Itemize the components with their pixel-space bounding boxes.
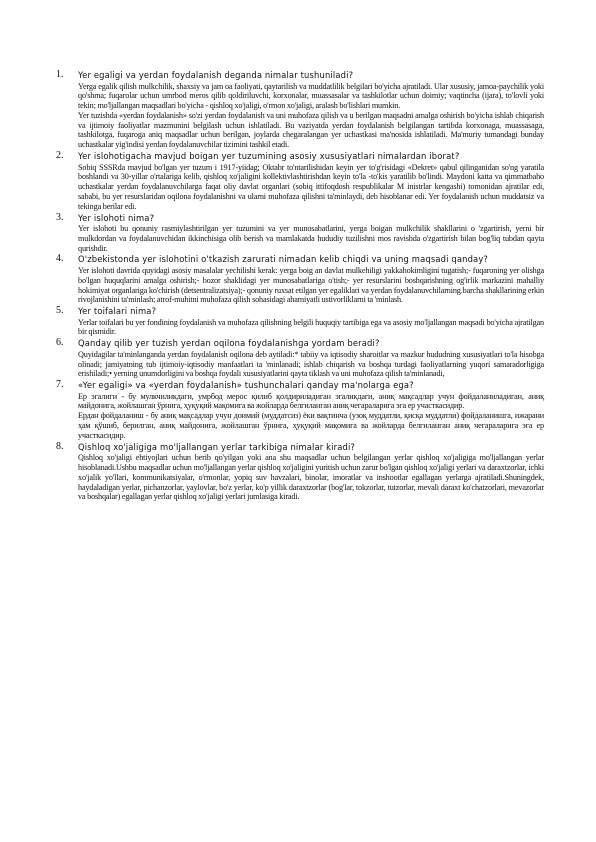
qa-item-3 <box>56 212 544 254</box>
answer-paragraph: Yer islohoti bu qonuniy rasmiylashtirilgan yer tuzumini va yer munosabatlarini, yerga boigan mulkchilik shakllarini o 'zgartirish, yerni bir mulkdordan va foydalanuvchidan ikkinchisiga olib berish va mamlakatda hududiy tuzilishni mos ravishda o'zgartirish bilan bog'liq tubdan qayta qurishdir. <box>78 224 544 253</box>
answer-paragraph: Yer tuzishda «yerdan foydalanish» so'zi yerdan foydalanish va uni muhofaza qilish va u berilgan maqsadni amalga oshirish bo'yicha ishlab chiqarish va ijtimoiy faoliyatlar mazmunini belgilash uchun ishlatiladi. Bu vaziyatda yerdan foydalanish belgilangan tartibda korxonaga, muassasaga, tashkilotga, fuqaroga aniq maqsadlar uchun berilgan, joylarda chegaralangan yer uchastkasi ma'nosida ishlatiladi. Ma'muriy tumandagi bunday uchastkalar yig'indisi yerdan foydalanuvchilar tizimini tashkil etadi. <box>78 110 544 150</box>
question-number: 2. <box>56 150 64 162</box>
qa-item-1 <box>56 69 544 150</box>
qa-list <box>56 69 544 502</box>
question-heading: Yer islohotigacha mavjud boigan yer tuzumining asosiy xususiyatlari nimalardan iborat? <box>78 151 460 162</box>
question-heading: Yer toifalari nima? <box>78 306 157 317</box>
qa-item-2 <box>56 150 544 211</box>
question-heading: «Yer egaligi» va «yerdan foydalanish» tushunchalari qanday ma'nolarga ega? <box>78 380 414 391</box>
question-number: 6. <box>56 337 64 349</box>
qa-item-7 <box>56 379 544 440</box>
question-heading: O'zbekistonda yer islohotini o'tkazish zarurati nimadan kelib chiqdi va uning maqsadi qanday? <box>78 254 489 265</box>
question-heading: Qanday qilib yer tuzish yerdan oqilona foydalanishga yordam beradi? <box>78 338 380 349</box>
question-heading: Qishloq xo'jaligiga mo'ljallangan yerlar tarkibiga nimalar kiradi? <box>78 441 356 452</box>
answer-paragraph: Quyidagilar ta'minlanganda yerdan foydalanish oqilona deb aytiladi:* tabiiy va iqtisodiy sharoitlar va mazkur hududning xususiyatlari to'la hisobga olinadi; jamiyatning tub ijtimoiy-iqtisodiy manfaatlari ta 'minlanadi; ishlab chiqarish va boshqa turdagi faoliyatlarning yuqori samaradorligiga erishiladi;• yerning unumdorligini va boshqa foydali xususiyatlarini qayta tiklash va uni muhofaza qilish ta'minlanadi, <box>78 349 544 379</box>
answer-paragraph: Sobiq SSSRda mavjud bo'lgan yer tuzum i 1917-yiidag; Oktabr to'ntarilishidan keyin yer to'g'risidagi «Dekret» qabul qilinganidan so'ng yaratila boshlandi va 30-yillar o'rtalariga kelib, qishloq xo'jaligini kollektivlashtirishdan keyin to'la -to'kis yaratilib bo'lindi. Maydoni katta va qimmatbaho uchastkalar yerdan foydalanuvchilarga faqat oliy davlat organlari (sobiq ittifoqdosh respublikalar M inistrlar kengashi) tomonidan ajratilar edi, sababi, bu yer resurslaridan oqilona foydalanishni va ularni muhofaza qilishni ta'minlaydi, deb hisoblanar edi. Yer foydalanish uchun muddatsiz va tekinga berilar edi. <box>78 162 544 211</box>
answer-paragraph: Ер эгалиги - бу мулкчиликдаги, умрбод мерос қилиб қолдириладиган эгаликдаги, аниқ мақсадлар учун фойдаланиладиган, аниқ майдонига, жойлашган ўрнига, ҳуқуқий мақомига ва жойларда белгиланган аниқ чегараларига эга ер участкасидир. <box>78 391 544 411</box>
question-number: 7. <box>56 379 64 391</box>
answer-paragraph: Ердан фойдаланиш - бу аниқ мақсадлар учун доимий (муддатсиз) ёки вақтинча (узоқ муддатли, қисқа муддатли) фойдаланишга, ижарани ҳам қўшиб, берилган, аниқ майдонига, жойлашган ўрнига, ҳуқуқий мақомига ва жойларда белгиланган аниқ чегараларига эга ер участкасидир. <box>78 411 544 440</box>
qa-item-8 <box>56 441 544 502</box>
answer-paragraph: Yerlar toifalari bu yer fondining foydalanish va muhofaza qilishning belgili huquqiy tartibiga ega va asosiy mo'ljallangan maqsadi bo'yicha ajratilgan bir qismidir. <box>78 317 544 337</box>
qa-item-4 <box>56 253 544 305</box>
qa-item-6 <box>56 337 544 379</box>
question-number: 8. <box>56 440 64 452</box>
question-number: 4. <box>56 253 64 265</box>
qa-item-5 <box>56 305 544 337</box>
question-number: 1. <box>56 69 64 80</box>
question-number: 3. <box>56 211 64 223</box>
answer-paragraph: Qishloq xo'jaligi ehtiyojlari uchun berib qo'yilgan yoki ana shu maqsadlar uchun belgilangan yerlar qishloq xo'jaligiga mo'ljallangan yerlar hisoblanadi.Ushbu maqsadlar uchun mo'ljallangan yerlar qishloq xo'jaligini yuritish uchun zarur bo'lgan qishloq xo'jaligi yerlari va daraxtzorlar, ichki xo'jalik yo'llari, kommunikatsiyalar, o'rmonlar, yopiq suv havzalari, binolar, imoratlar va inshootlar egallagan yerlarga ajratiladi.Shuningdek, haydaladigan yerlar, pichanzorlar, yaylovlar, bo'z yerlar, ko'p yillik daraxtzorlar (bog'lar, tokzorlar, tutzorlar, mevali daraxt ko'chatzorlari, mevazorlar va boshqalar) egallagan yerlar qishloq xo'jaligi yerlari jumlasiga kiradi. <box>78 453 544 502</box>
question-heading: Yer egaligi va yerdan foydalanish deganda nimalar tushuniladi? <box>78 70 354 80</box>
question-heading: Yer islohoti nima? <box>78 212 155 223</box>
answer-paragraph: Yer islohoti davrida quyidagi asosiy masalalar yechilishi kerak: yerga boig an davlat mulkehiligi yakkahokimligini tugatish;- fuqaroning yer olishga bo'lgan huquqlarini amalga oshirish;- bozor shaklidagi yer munosabatlariga o'tish;- yer resurslarini boshqarishning og'irlik markazini mahalliy hokimiyat organlariga ko'chirish (detsentralizatsiya);- qonuniy ruxsat etilgan yer egaliklari va yerdan foydalanuvchilarning.barcha shakllarining erkin rivojlanishini ta'minlash; atrof-muhitni muhofaza qilish sohasidagi ahamiyatli ustivorliklarni ta 'minlash. <box>78 265 544 305</box>
answer-paragraph: Yerga egalik qilish mulkchilik, shaxsiy va jam oa faoliyati, qaytarilish va muddatlilik belgilari bo'yicha ajratiladi. Ular xususiy, jamoa-paychilik yoki qo'shma; fuqarolar uchun umrbod meros qilib qoldiriluvchi, korxonalar, muassasalar va tashkilotlar uchun doimiy; vaqtincha (ijara), to'lovli yoki tekin; mo'ljallangan maqsadlari bo'yicha - qishloq xo'jaligi, o'rmon xo'jaligi, aralash bo'lishlari mumkin. <box>78 81 544 111</box>
question-number: 5. <box>56 305 64 317</box>
